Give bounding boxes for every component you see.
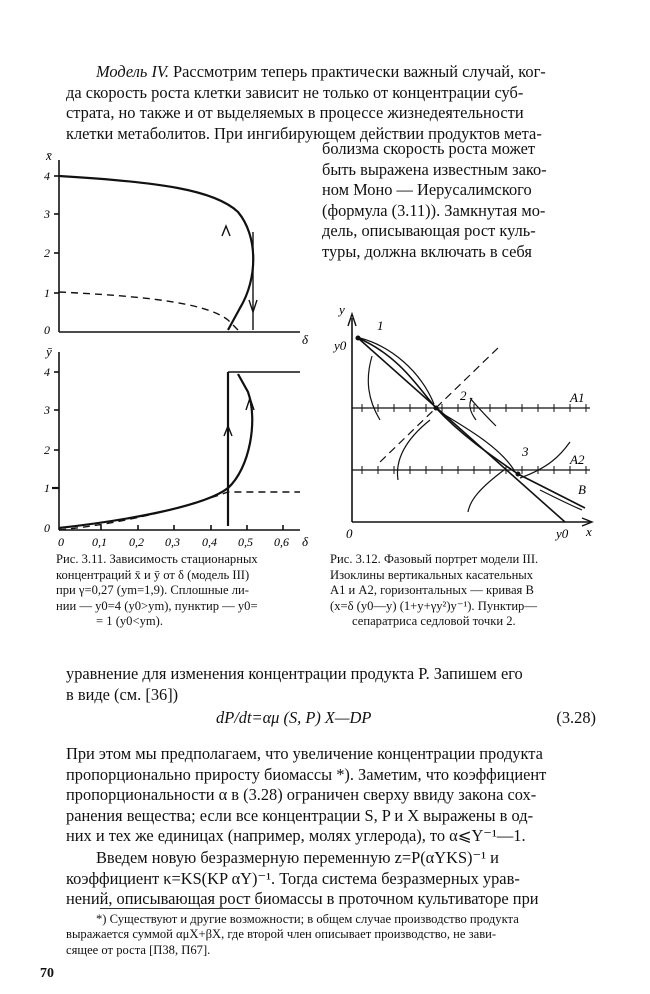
text-line: них и тех же единицах (например, молях углерода), то α⩽Y⁻¹—1. <box>66 826 526 845</box>
caption-line: Изоклины вертикальных касательных <box>330 567 534 582</box>
stable-point-3 <box>516 472 521 477</box>
text-line: При этом мы предполагаем, что увеличение концентрации продукта <box>66 744 543 763</box>
tick-label: 3 <box>44 207 50 221</box>
equation-formula: dP/dt=αμ (S, P) X—DP <box>216 708 372 727</box>
caption-line: A1 и A2, горизонтальных — кривая B <box>330 583 534 598</box>
tick-label: 2 <box>44 443 50 457</box>
tick-label: 0,5 <box>238 535 253 549</box>
fig311-top-y-label: x̄ <box>46 148 52 163</box>
equation-number: (3.28) <box>556 708 596 727</box>
text-line: ном Моно — Иерусалимского <box>322 180 532 199</box>
text-line: страта, но также и от выделяемых в процессе жизнедеятельности <box>66 103 524 122</box>
fig312-point3-label: 3 <box>522 444 529 459</box>
caption-line: = 1 (y0<ym). <box>96 614 164 629</box>
point-1 <box>356 336 361 341</box>
text-line: (формула (3.11)). Замкнутая мо- <box>322 200 546 220</box>
fig312-point1-label: 1 <box>377 318 384 333</box>
text-line: ранения вещества; если все концентрации S, P и X выражены в од- <box>66 805 534 825</box>
text-line: пропорционально приросту биомассы *). Заметим, что коэффициент <box>66 764 547 784</box>
middle-paragraph <box>66 664 596 705</box>
tick-label: 3 <box>44 403 50 417</box>
trajectory <box>540 490 582 510</box>
text-line: туры, должна включать в себя <box>322 241 532 261</box>
tick-label: 1 <box>44 481 50 495</box>
footnote-line: сящее от роста [П38, П67]. <box>66 942 211 957</box>
fig311-bottom-y-label: ȳ <box>46 344 52 359</box>
footnote-line: выражается суммой αμX+βX, где второй член описывает производство, не зави- <box>66 927 497 942</box>
fig312-a2-label: A2 <box>570 452 585 467</box>
curve-b <box>358 338 585 508</box>
text-line: в виде (см. [36]) <box>66 684 179 704</box>
caption-line: сепаратриса седловой точки 2. <box>352 614 516 629</box>
fig312-a1-label: A1 <box>570 390 585 405</box>
text-line: быть выражена известным зако- <box>322 159 547 179</box>
trajectory <box>397 420 430 480</box>
text-line: пропорциональности α в (3.28) ограничен сверху ввиду закона сох- <box>66 785 537 804</box>
tick-label: 0,1 <box>92 535 107 549</box>
fig312-y0-label: y0 <box>334 338 347 353</box>
tick-label: 4 <box>44 365 50 379</box>
intro-paragraph <box>66 848 596 910</box>
tick-label: 0 <box>58 535 64 549</box>
tick-label: 0,2 <box>129 535 144 549</box>
caption-line: концентраций x̄ и ȳ от δ (модель III) <box>56 567 250 582</box>
caption-line: (x=δ (y0—y) (1+y+γy²)y⁻¹). Пунктир— <box>330 598 537 613</box>
tick-label: 0,3 <box>165 535 180 549</box>
tick-label: 2 <box>44 246 50 260</box>
caption-line: нии — y0=4 (y0>ym), пунктир — y0= <box>56 598 258 613</box>
text-line: да скорость роста клетки зависит не только от концентрации суб- <box>66 82 524 102</box>
fig312-y-label: y <box>339 302 345 317</box>
caption-line: при γ=0,27 (ym=1,9). Сплошные ли- <box>56 583 249 598</box>
fig312-origin-label: 0 <box>346 526 353 541</box>
tick-label: 1 <box>44 286 50 300</box>
fig311-top-x-label: δ <box>302 332 309 347</box>
text-line: болизма скорость роста может <box>322 139 536 158</box>
page-number: 70 <box>40 966 54 981</box>
fig312-trajectories <box>360 338 585 512</box>
tick-label: 0 <box>44 323 50 337</box>
trajectory <box>468 470 504 512</box>
text-line: Введем новую безразмерную переменную z=P(αYKS)⁻¹ и <box>96 848 499 867</box>
text-line: клетки метаболитов. При ингибирующем действии продуктов мета- <box>66 123 542 143</box>
model-label: Модель IV. <box>96 62 169 81</box>
footnote-divider <box>100 908 260 909</box>
text-line: нений, описывающая рост биомассы в проточном культиваторе при <box>66 889 539 908</box>
footnote <box>66 912 596 958</box>
fig312-x-label: x <box>586 524 592 539</box>
fig312-b-label: B <box>578 482 586 497</box>
text-line: дель, описывающая рост куль- <box>322 221 536 240</box>
trajectory-diagonal <box>358 338 565 522</box>
tick-label: 0 <box>44 521 50 535</box>
saddle-point-2 <box>434 406 439 411</box>
caption-line: Рис. 3.12. Фазовый портрет модели III. <box>330 552 539 566</box>
footnote-line: *) Существуют и другие возможности; в общем случае производство продукта <box>96 912 519 926</box>
trajectory <box>360 338 434 404</box>
tick-label: 0,6 <box>274 535 289 549</box>
tick-label: δ <box>302 534 309 549</box>
text-line: уравнение для изменения концентрации продукта P. Запишем его <box>66 664 523 683</box>
text-line: Рассмотрим теперь практически важный случай, ког- <box>173 62 546 81</box>
tick-label: 0,4 <box>202 535 217 549</box>
text-line: коэффициент κ=KS(KP αY)⁻¹. Тогда система безразмерных урав- <box>66 868 520 888</box>
fig312-x-y0-label: y0 <box>556 526 569 541</box>
fig312-caption <box>330 552 598 630</box>
caption-line: Рис. 3.11. Зависимость стационарных <box>56 552 258 566</box>
body-paragraph <box>66 744 596 847</box>
tick-label: 4 <box>44 169 50 183</box>
equation-3-28 <box>66 708 596 730</box>
fig312-point2-label: 2 <box>460 388 467 403</box>
